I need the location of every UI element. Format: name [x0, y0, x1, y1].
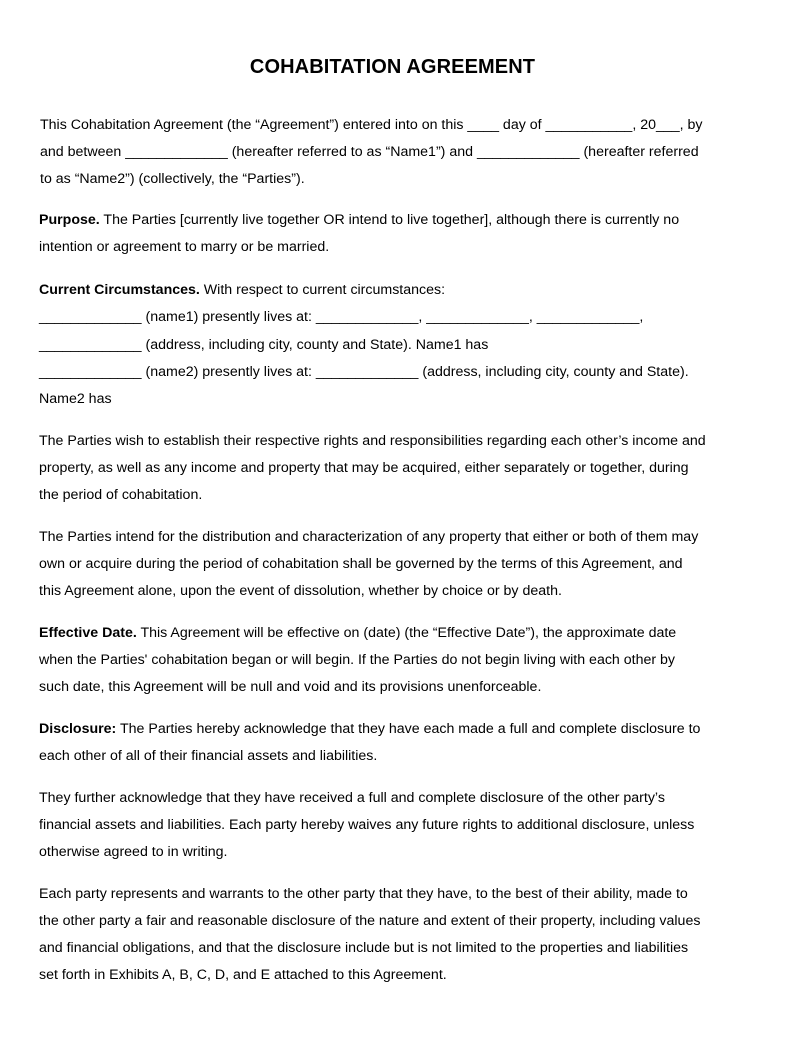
- text-line: property, as well as any income and property that may be acquired, either separately or together, during: [39, 460, 689, 476]
- section-heading: Effective Date.: [39, 625, 137, 641]
- section-heading: Purpose.: [39, 212, 100, 228]
- text-line: set forth in Exhibits A, B, C, D, and E attached to this Agreement.: [39, 967, 447, 983]
- text-line: otherwise agreed to in writing.: [39, 844, 228, 860]
- text-span: The Parties hereby acknowledge that they have each made a full and complete disclosure to: [116, 721, 701, 737]
- text-line: [39, 720, 700, 738]
- text-line: intention or agreement to marry or be married.: [39, 239, 330, 255]
- text-line: when the Parties' cohabitation began or will begin. If the Parties do not begin living with each other by: [39, 652, 676, 668]
- document-title: COHABITATION AGREEMENT: [249, 56, 536, 78]
- text-line: This Cohabitation Agreement (the “Agreement”) entered into on this ____ day of ___________, 20___, by: [40, 117, 703, 133]
- text-line: and financial obligations, and that the disclosure include but is not limited to the properties and liabilities: [39, 940, 689, 956]
- section-heading: Current Circumstances.: [39, 282, 200, 298]
- text-line: Each party represents and warrants to the other party that they have, to the best of their ability, made to: [39, 886, 688, 902]
- text-line: the period of cohabitation.: [39, 487, 203, 503]
- text-line: Name2 has: [39, 391, 112, 407]
- section-heading: Disclosure:: [39, 721, 117, 737]
- text-line: each other of all of their financial assets and liabilities.: [39, 748, 378, 764]
- text-line: own or acquire during the period of cohabitation shall be governed by the terms of this Agreement, and: [39, 556, 683, 572]
- text-line: the other party a fair and reasonable disclosure of the nature and extent of their property, including values: [39, 913, 701, 929]
- text-line: [39, 624, 676, 642]
- text-span: This Agreement will be effective on (date) (the “Effective Date”), the approximate date: [136, 625, 677, 641]
- text-line: [39, 281, 445, 299]
- text-span: The Parties [currently live together OR intend to live together], although there is currently no: [99, 212, 680, 228]
- text-line: _____________ (address, including city, county and State). Name1 has: [39, 337, 489, 353]
- text-line: such date, this Agreement will be null and void and its provisions unenforceable.: [39, 679, 542, 695]
- text-line: this Agreement alone, upon the event of dissolution, whether by choice or by death.: [39, 583, 562, 599]
- text-line: _____________ (name1) presently lives at: _____________, _____________, _____________,: [39, 309, 644, 325]
- text-line: and between _____________ (hereafter referred to as “Name1”) and _____________ (hereafter referred: [40, 144, 699, 160]
- text-span: With respect to current circumstances:: [199, 282, 446, 298]
- text-line: [39, 211, 679, 229]
- text-line: _____________ (name2) presently lives at: _____________ (address, including city, county and State).: [39, 364, 689, 380]
- text-line: The Parties wish to establish their respective rights and responsibilities regarding each other’s income and: [39, 433, 706, 449]
- text-line: The Parties intend for the distribution and characterization of any property that either or both of them may: [39, 529, 699, 545]
- text-line: They further acknowledge that they have received a full and complete disclosure of the other party’s: [39, 790, 665, 806]
- text-line: to as “Name2”) (collectively, the “Parties”).: [40, 171, 305, 187]
- text-line: financial assets and liabilities. Each party hereby waives any future rights to additional disclosure, unless: [39, 817, 695, 833]
